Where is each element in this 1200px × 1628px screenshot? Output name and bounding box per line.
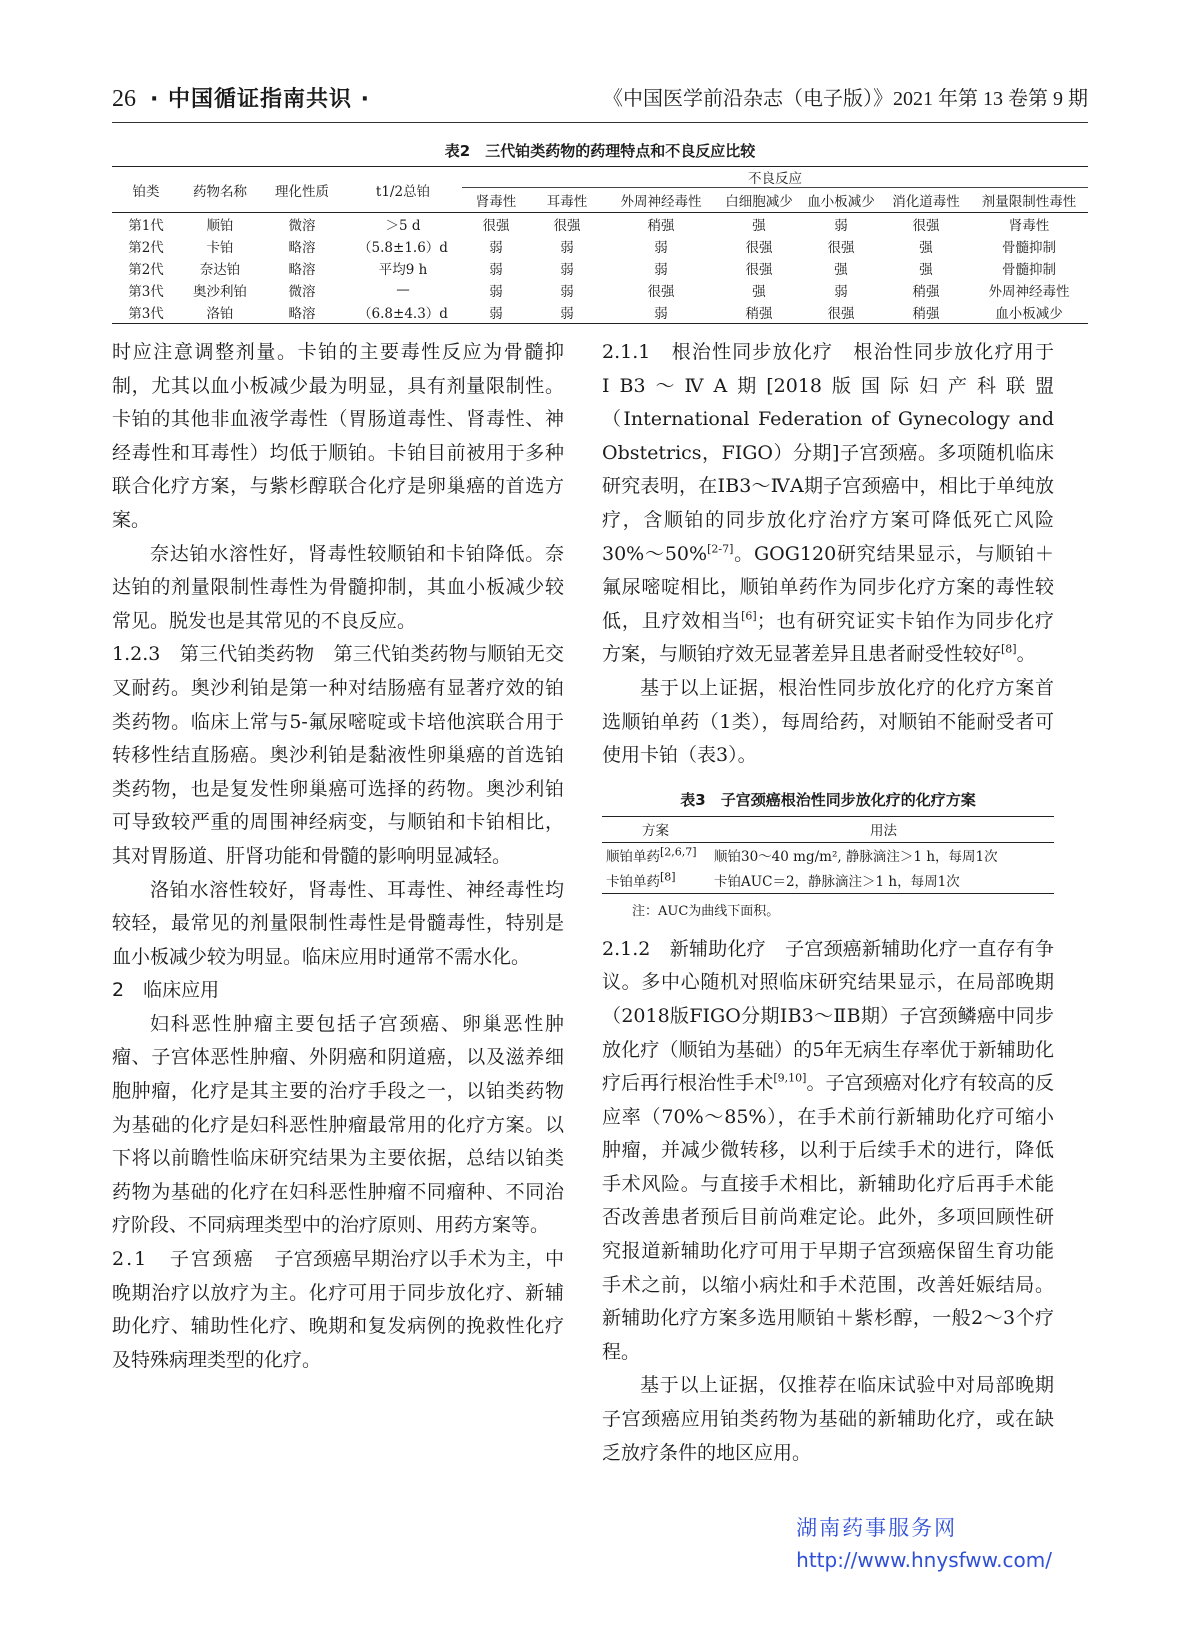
table-cell: 很强 — [827, 240, 855, 256]
regimen-cell — [602, 842, 710, 868]
citation: [2,6,7] — [660, 845, 697, 859]
paragraph-text: ；也有研究证实卡铂作为同步化疗方案，与顺铂疗效无显著差异且患者耐受性较好 — [602, 609, 1054, 666]
th-adverse: 不良反应 — [462, 167, 1088, 188]
usage-cell: 顺铂30～40 mg/m², 静脉滴注＞1 h，每周1次 — [714, 849, 998, 866]
watermark-name: 湖南药事服务网 — [796, 1516, 958, 1540]
table-cell: 第3代 — [128, 284, 164, 300]
th-gi-toxicity: 消化道毒性 — [882, 188, 970, 213]
paragraph-text: 根治性同步放化疗用于ⅠB3～ⅣA期[2018版国际妇产科联盟（International Federation of Gynecology and Obstetrics，FIGO）分期]子宫颈癌。多项随机临床研究表明，在ⅠB3～ⅣA期子宫颈癌中，相比于单纯放疗，含顺铂的同步放化疗治疗方案可降低死亡风险30%～50% — [602, 341, 1054, 565]
table-cell: 肾毒性 — [1008, 218, 1050, 234]
left-column — [112, 336, 564, 1377]
section-2-1-2 — [602, 933, 1054, 1370]
table-cell: 强 — [919, 240, 933, 256]
table-cell: 骨髓抑制 — [1002, 240, 1056, 256]
table-cell: 稍强 — [882, 301, 970, 324]
table-cell: 顺铂 — [206, 218, 234, 234]
th-nephrotoxicity: 肾毒性 — [462, 188, 530, 213]
table-row — [112, 301, 1088, 324]
table-cell: 很强 — [647, 284, 675, 300]
table3-note: 注：AUC为曲线下面积。 — [632, 903, 780, 919]
table-row — [112, 213, 1088, 236]
table-row — [602, 868, 1054, 894]
table-cell: 第3代 — [112, 301, 180, 324]
table-cell: 奈达铂 — [199, 262, 241, 278]
regimen-name: 卡铂单药 — [606, 874, 660, 891]
paragraph-text: 第三代铂类药物与顺铂无交叉耐药。奥沙利铂是第一种对结肠癌有显著疗效的铂类药物。临床上常与5-氟尿嘧啶或卡培他滨联合用于转移性结直肠癌。奥沙利铂是黏液性卵巢癌的首选铂类药物，也是复发性卵巢癌可选择的药物。奥沙利铂可导致较严重的周围神经病变，与顺铂和卡铂相比，其对胃肠道、肝肾功能和骨髓的影响明显减轻。 — [112, 643, 564, 867]
table-cell: 外周神经毒性 — [988, 284, 1070, 300]
paragraph: 基于以上证据，根治性同步放化疗的化疗方案首选顺铂单药（1类），每周给药，对顺铂不能耐受者可使用卡铂（表3）。 — [602, 676, 1054, 767]
paragraph-text: 。 — [1016, 643, 1036, 666]
table-cell: （5.8±1.6）d — [358, 240, 448, 256]
citation: [8] — [660, 870, 676, 884]
table-cell: 略溶 — [288, 240, 316, 256]
table-cell: 很强 — [482, 218, 510, 234]
table-cell: 弱 — [654, 262, 668, 278]
table-cell: 弱 — [489, 240, 503, 256]
right-column — [602, 336, 1054, 1470]
paragraph-text: 子宫颈癌早期治疗以手术为主，中晚期治疗以放疗为主。化疗可用于同步放化疗、新辅助化疗、辅助性化疗、晚期和复发病例的挽救性化疗及特殊病理类型的化疗。 — [112, 1248, 564, 1371]
table-cell: 弱 — [834, 218, 848, 234]
section-1-2-3 — [112, 638, 564, 873]
table-cell: 弱 — [530, 301, 604, 324]
section-2-1-1 — [602, 336, 1054, 672]
table-cell: 弱 — [560, 240, 574, 256]
table-cell: 微溶 — [288, 218, 316, 234]
th-leukopenia: 白细胞减少 — [718, 188, 800, 213]
table2-caption: 表2 三代铂类药物的药理特点和不良反应比较 — [444, 142, 756, 160]
section-heading: 2.1.2 新辅助化疗 — [602, 937, 766, 960]
table-cell: 弱 — [604, 301, 718, 324]
table-cell: 强 — [834, 262, 848, 278]
th-thrombocytopenia: 血小板减少 — [800, 188, 882, 213]
watermark — [796, 1512, 1052, 1572]
table-row — [112, 257, 1088, 279]
section-heading: 2.1 子宫颈癌 — [112, 1248, 256, 1271]
header-rule — [112, 122, 1088, 123]
table2-body — [112, 213, 1088, 324]
th-usage: 用法 — [710, 816, 1054, 842]
th-generation: 铂类 — [112, 167, 180, 213]
table-cell: 微溶 — [288, 284, 316, 300]
table-cell: 略溶 — [260, 301, 344, 324]
table-row — [112, 279, 1088, 301]
paragraph-text: 。GOG120研究结果显示，与顺铂＋氟尿嘧啶相比，顺铂单药作为同步化疗方案的毒性较低，且疗效相当 — [602, 542, 1055, 632]
section-heading: 2.1.1 根治性同步放化疗 — [602, 341, 834, 363]
table-cell: 稍强 — [912, 284, 940, 300]
paragraph-text: 。子宫颈癌对化疗有较高的反应率（70%～85%），在手术前行新辅助化疗可缩小肿瘤，并减少微转移，以利于后续手术的进行，降低手术风险。与直接手术相比，新辅助化疗后再手术能否改善患者预后目前尚难定论。此外，多项回顾性研究报道新辅助化疗可用于早期子宫颈癌保留生育功能手术之前，以缩小病灶和手术范围，改善妊娠结局。新辅助化疗方案多选用顺铂＋紫杉醇，一般2～3个疗程。 — [602, 1072, 1054, 1363]
table-cell: 略溶 — [288, 262, 316, 278]
table-cell: 血小板减少 — [970, 301, 1088, 324]
table-cell: 第2代 — [128, 262, 164, 278]
paragraph: 奈达铂水溶性好，肾毒性较顺铂和卡铂降低。奈达铂的剂量限制性毒性为骨髓抑制，其血小板减少较常见。脱发也是其常见的不良反应。 — [112, 542, 564, 632]
paragraph: 时应注意调整剂量。卡铂的主要毒性反应为骨髓抑制，尤其以血小板减少最为明显，具有剂量限制性。卡铂的其他非血液学毒性（胃肠道毒性、肾毒性、神经毒性和耳毒性）均低于顺铂。卡铂目前被用于多种联合化疗方案，与紫杉醇联合化疗是卵巢癌的首选方案。 — [112, 341, 564, 531]
table-cell: 第2代 — [128, 240, 164, 256]
table-cell: 强 — [752, 218, 766, 234]
th-drug: 药物名称 — [180, 167, 260, 213]
table-cell: 平均9 h — [378, 262, 428, 278]
table-cell: 弱 — [654, 240, 668, 256]
table-cell: 很强 — [745, 262, 773, 278]
th-dose-limiting: 剂量限制性毒性 — [970, 188, 1088, 213]
paragraph: 妇科恶性肿瘤主要包括子宫颈癌、卵巢恶性肿瘤、子宫体恶性肿瘤、外阴癌和阴道癌，以及滋养细胞肿瘤，化疗是其主要的治疗手段之一，以铂类药物为基础的化疗是妇科恶性肿瘤最常用的化疗方案。以下将以前瞻性临床研究结果为主要依据，总结以铂类药物为基础的化疗在妇科恶性肿瘤不同瘤种、不同治疗阶段、不同病理类型中的治疗原则、用药方案等。 — [112, 1012, 564, 1237]
table-row — [602, 842, 1054, 868]
th-property: 理化性质 — [260, 167, 344, 213]
th-ototoxicity: 耳毒性 — [530, 188, 604, 213]
watermark-url[interactable]: http://www.hnysfww.com/ — [796, 1548, 1052, 1572]
table-cell: 弱 — [834, 284, 848, 300]
section-2-1 — [112, 1243, 564, 1377]
citation: [6] — [741, 609, 757, 623]
table-row — [112, 235, 1088, 257]
table-cell: 第1代 — [128, 218, 164, 234]
table-cell: 弱 — [560, 262, 574, 278]
column-title: · 中国循证指南共识 · — [150, 87, 371, 112]
regimen-cell — [602, 868, 710, 894]
section-heading: 1.2.3 第三代铂类药物 — [112, 643, 315, 666]
table-cell: 很强 — [800, 301, 882, 324]
table-cell: 弱 — [560, 284, 574, 300]
citation: [2-7] — [707, 542, 734, 556]
table3-caption: 表3 子宫颈癌根治性同步放化疗的化疗方案 — [680, 790, 976, 809]
table-cell: 弱 — [489, 284, 503, 300]
paragraph: 洛铂水溶性较好，肾毒性、耳毒性、神经毒性均较轻，最常见的剂量限制性毒性是骨髓毒性，特别是血小板减少较为明显。临床应用时通常不需水化。 — [112, 878, 564, 968]
section-heading-2: 2 临床应用 — [112, 979, 220, 1002]
table-cell: 奥沙利铂 — [193, 284, 247, 300]
table-cell: 很强 — [912, 218, 940, 234]
th-neurotoxicity: 外周神经毒性 — [604, 188, 718, 213]
paragraph: 基于以上证据，仅推荐在临床试验中对局部晚期子宫颈癌应用铂类药物为基础的新辅助化疗，或在缺乏放疗条件的地区应用。 — [602, 1374, 1054, 1464]
journal-title: 《中国医学前沿杂志（电子版）》2021 年第 13 卷第 9 期 — [603, 88, 1088, 110]
table3 — [602, 816, 1054, 894]
th-regimen: 方案 — [602, 816, 710, 842]
table-cell: 洛铂 — [180, 301, 260, 324]
table-cell: 很强 — [745, 240, 773, 256]
running-header-left — [112, 82, 370, 113]
table-cell: 强 — [752, 284, 766, 300]
table-cell: （6.8±4.3）d — [344, 301, 462, 324]
table-cell: 稍强 — [647, 218, 675, 234]
table-cell: 强 — [919, 262, 933, 278]
table-cell: 弱 — [462, 301, 530, 324]
usage-cell: 卡铂AUC＝2，静脉滴注＞1 h，每周1次 — [710, 868, 1054, 894]
citation: [8] — [1001, 643, 1017, 657]
table-cell: 卡铂 — [206, 240, 234, 256]
page-number: 26 — [112, 86, 136, 112]
th-half-life: t1/2总铂 — [344, 167, 462, 213]
table2 — [112, 166, 1088, 324]
table-cell: ＞5 d — [385, 218, 421, 234]
regimen-name: 顺铂单药 — [606, 849, 660, 866]
paragraph-text: 子宫颈癌新辅助化疗一直存有争议。多中心随机对照临床研究结果显示，在局部晚期（2018版FIGO分期ⅠB3～ⅡB期）子宫颈鳞癌中同步放化疗（顺铂为基础）的5年无病生存率优于新辅助化疗后再行根治性手术 — [602, 937, 1054, 1095]
table-cell: 稍强 — [718, 301, 800, 324]
citation: [9,10] — [773, 1071, 807, 1085]
table-cell: 骨髓抑制 — [1002, 262, 1056, 278]
table-cell: 弱 — [489, 262, 503, 278]
table-cell: — — [396, 282, 410, 298]
table-cell: 很强 — [553, 218, 581, 234]
